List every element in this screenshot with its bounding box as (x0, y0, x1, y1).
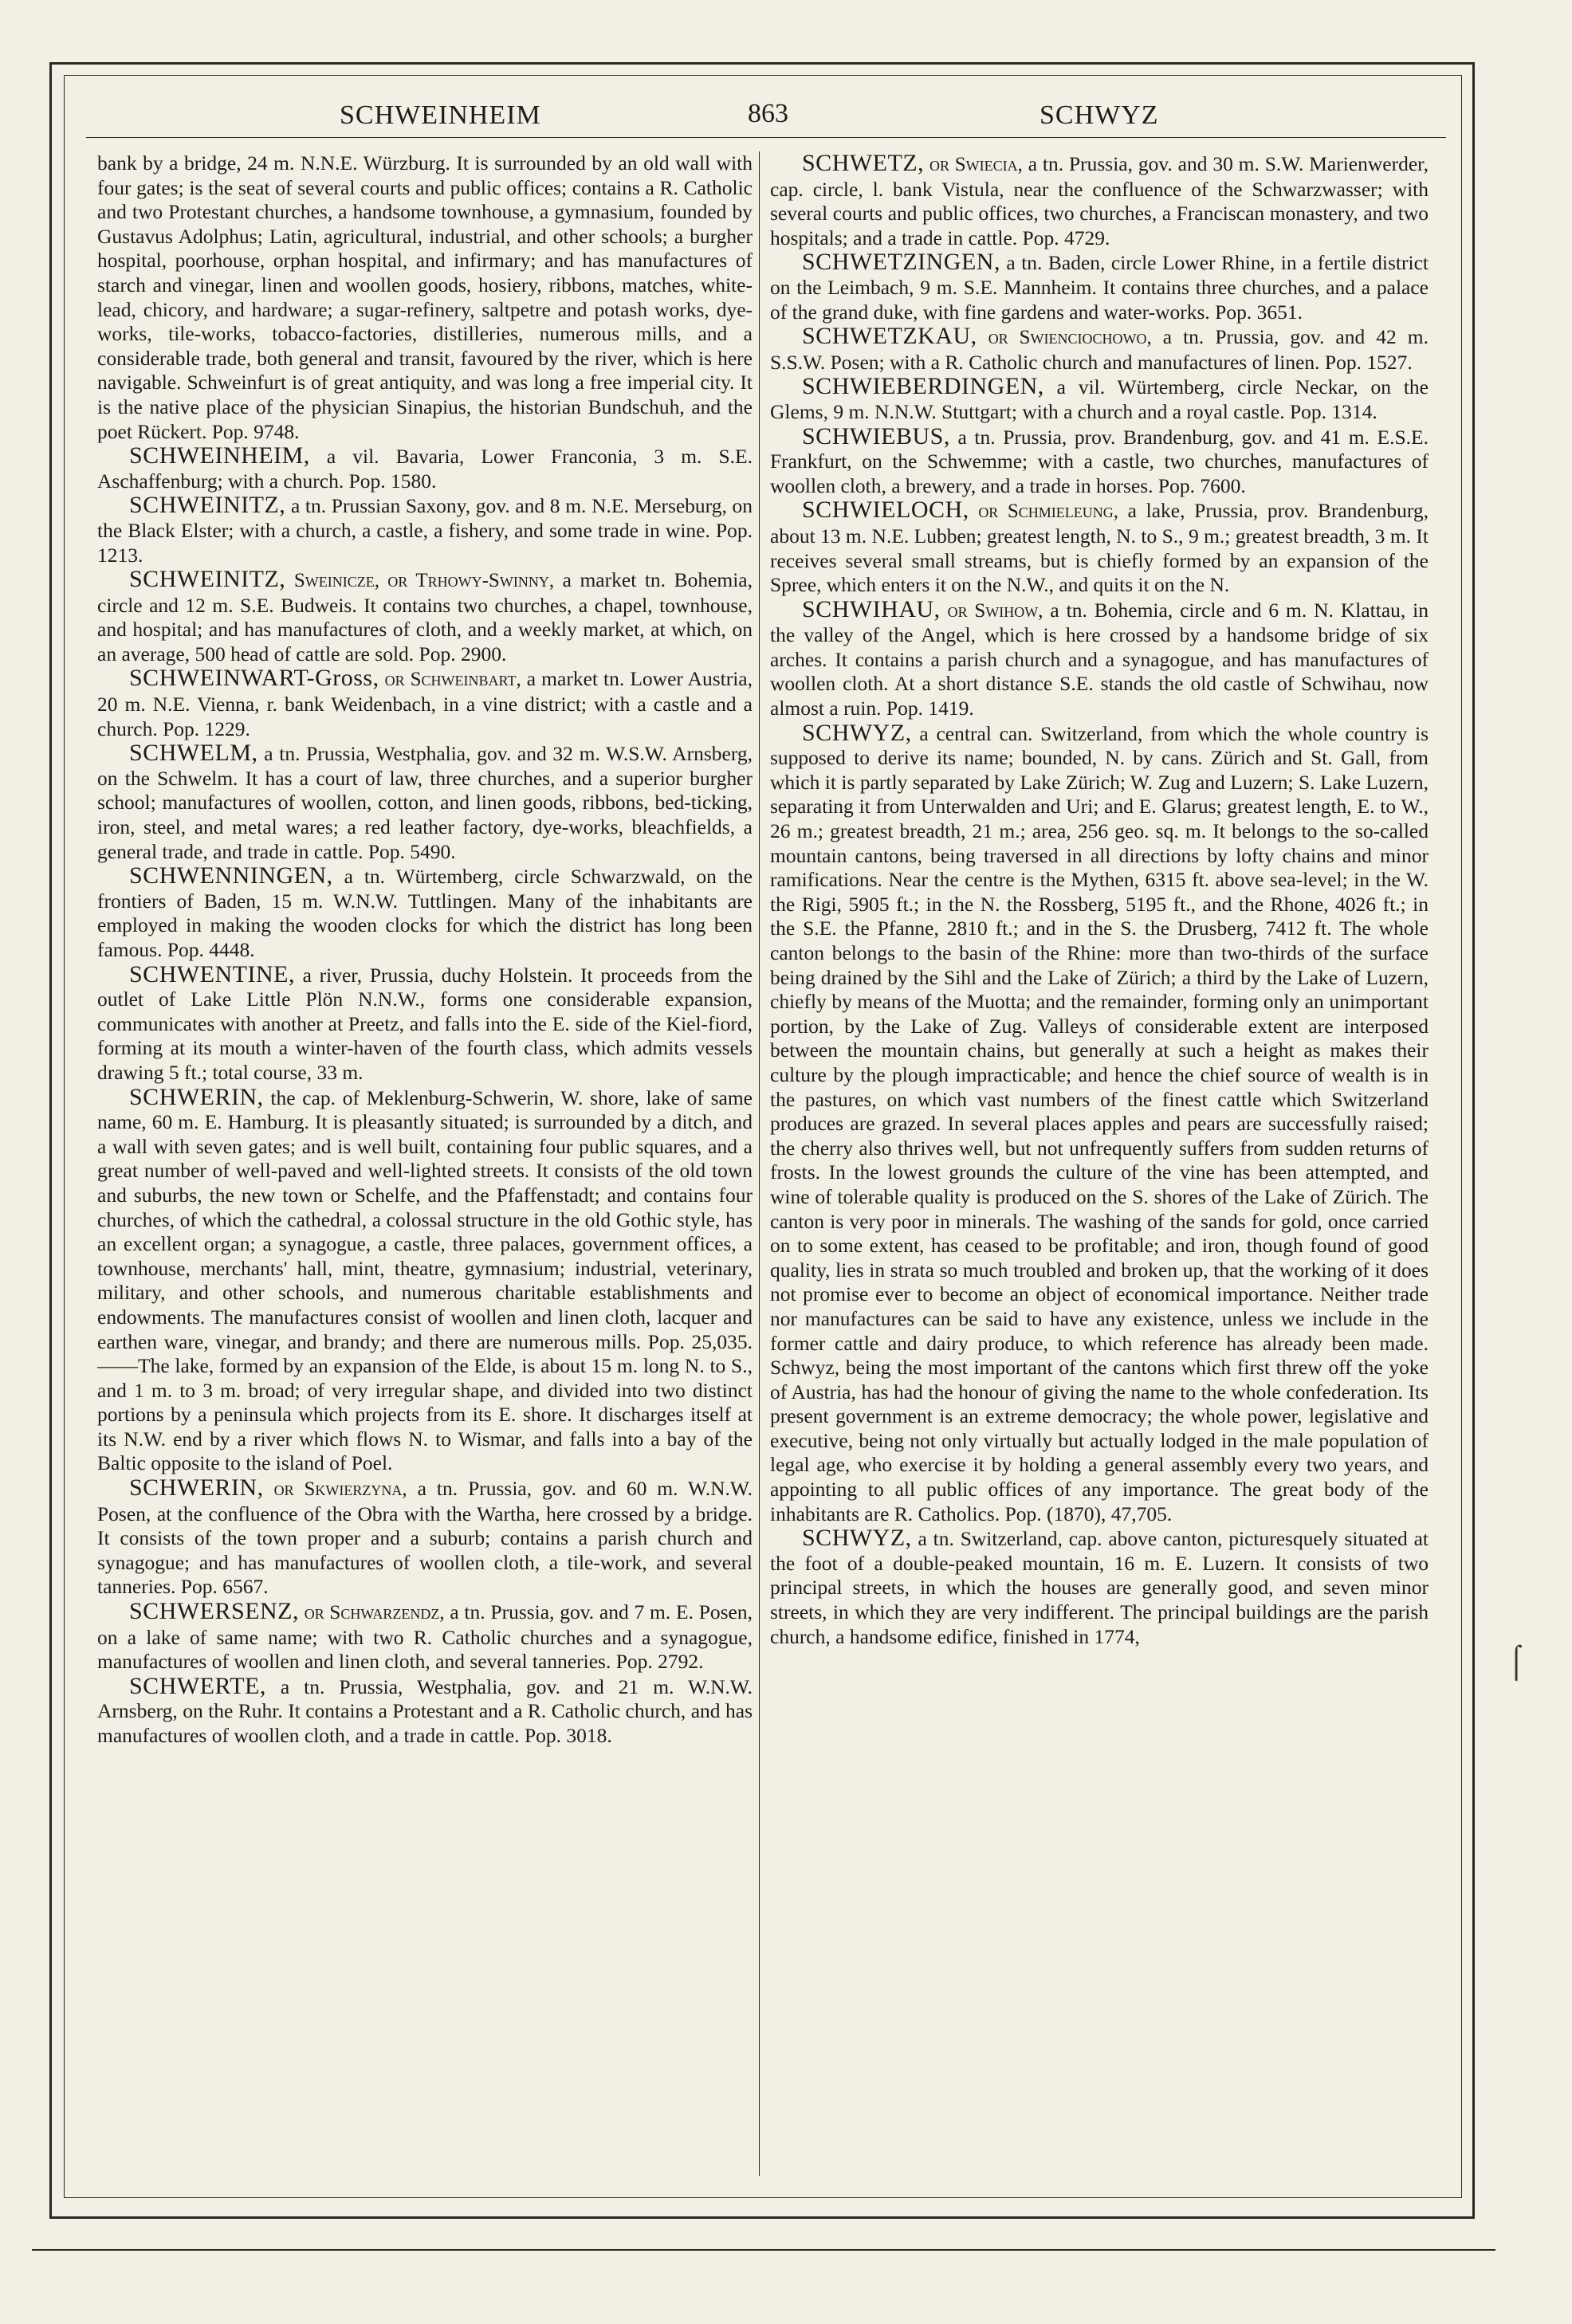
entry-text: bank by a bridge, 24 m. N.N.E. Würzburg. It is surrounded by an old wall with four gates; is the seat of several courts and public offices; contains a R. Catholic and two Protestant churches, a handsome townhouse, a gymnasium, founded by Gustavus Adolphus; Latin, agricultural, industrial, and other schools; a burgher hospital, poorhouse, orphan hospital, and infirmary; and has manufactures of starch and vinegar, linen and woollen goods, hosiery, ribbons, matches, white-lead, chicory, and hardware; a sugar-refinery, saltpetre and potash works, dye-works, tile-works, tobacco-factories, distilleries, numerous mills, and a considerable trade, both general and transit, favoured by the river, which is here navigable. Schweinfurt is of great antiquity, and was long a free imperial city. It is the native place of the physician Sinapius, the historian Bundschuh, and the poet Rückert. Pop. 9748. (97, 151, 753, 443)
gazetteer-entry (97, 1674, 753, 1749)
gazetteer-entry (770, 595, 1429, 721)
entry-headword: SCHWERIN, (129, 1083, 264, 1110)
right-column (770, 151, 1429, 2184)
entry-text: a vil. Würtemberg, circle Neckar, on the Glems, 9 m. N.N.W. Stuttgart; with a church and a royal castle. Pop. 1314. (770, 375, 1429, 423)
entry-text: a tn. Prussia, Westphalia, gov. and 21 m. W.N.W. Arnsberg, on the Ruhr. It contains a Protestant and a R. Catholic church, and has manufactures of woollen cloth, and a trade in cattle. Pop. 3018. (97, 1674, 753, 1747)
entry-text: a tn. Prussia, gov. and 60 m. W.N.W. Posen, at the confluence of the Obra with the Wartha, here crossed by a bridge. It consists of the town proper and a suburb; contains a parish church and synagogue; and has manufactures of woollen cloth, a tile-work, and several tanneries. Pop. 6567. (97, 1477, 753, 1599)
entry-text: a river, Prussia, duchy Holstein. It proceeds from the outlet of Lake Little Plön N.N.W., forms one considerable expansion, communicates with another at Preetz, and falls into the E. side of the Kiel-fiord, forming at its mouth a winter-haven of the fourth class, which admits vessels drawing 5 ft.; total course, 33 m. (97, 963, 753, 1084)
gazetteer-entry (770, 422, 1429, 499)
entry-headword: SCHWEINITZ, (129, 566, 286, 593)
entry-alternate-name: or Schweinbart, (384, 669, 521, 691)
entry-headword: SCHWEINHEIM, (129, 442, 310, 469)
margin-mark: ⌠ (1507, 1643, 1527, 1678)
entry-text: a tn. Baden, circle Lower Rhine, in a fertile district on the Leimbach, 9 m. S.E. Mannheim. It contains three churches, and a palace of the grand duke, with fine gardens and water-works. Pop. 3651. (770, 251, 1429, 324)
gazetteer-entry (97, 864, 753, 962)
entry-headword: SCHWIHAU, (802, 595, 941, 622)
gazetteer-entry (770, 151, 1429, 250)
gazetteer-entry (97, 741, 753, 864)
entry-text: a tn. Prussia, gov. and 7 m. E. Posen, on a lake of same name; with two R. Catholic churches and a synagogue, manufactures of woollen and linen cloth, and several tanneries. Pop. 2792. (97, 1600, 753, 1674)
entry-text: a tn. Prussia, gov. and 30 m. S.W. Marienwerder, cap. circle, l. bank Vistula, near the confluence of the Schwarzwasser; with several courts and public offices, two churches, a Franciscan monastery, and two hospitals; and a trade in cattle. Pop. 4729. (770, 152, 1429, 249)
left-column (97, 151, 753, 2184)
entry-text: a tn. Bohemia, circle and 6 m. N. Klattau, in the valley of the Angel, which is here crossed by a handsome bridge of six arches. It contains a parish church and a synagogue, and has manufactures of woollen cloth. At a short distance S.E. stands the old castle of Schwihau, now almost a ruin. Pop. 1419. (770, 598, 1429, 720)
entry-headword: SCHWIELOCH, (802, 497, 969, 524)
entry-headword: SCHWERSENZ, (129, 1598, 300, 1625)
entry-text: a tn. Würtemberg, circle Schwarzwald, on the frontiers of Baden, 15 m. W.N.W. Tuttlingen. Many of the inhabitants are employed in making the wooden clocks for which the district has long been famous. Pop. 4448. (97, 865, 753, 961)
entry-alternate-name: or Schmieleung, (978, 501, 1118, 523)
entry-alternate-name: or Swiecia, (929, 154, 1023, 175)
gazetteer-entry (97, 493, 753, 567)
gazetteer-entry (97, 960, 753, 1085)
entry-alternate-name: or Skwierzyna, (273, 1478, 407, 1501)
entry-alternate-name: or Schwarzendz, (304, 1602, 445, 1624)
running-header (86, 97, 1446, 137)
entry-text: a tn. Prussia, Westphalia, gov. and 32 m. W.S.W. Arnsberg, on the Schwelm. It has a court of law, three churches, and a superior burgher school; manufactures of woollen, cotton, and linen goods, ribbons, bed-ticking, iron, steel, and metal wares; a red leather factory, dye-works, bleachfields, a general trade, and trade in cattle. Pop. 5490. (97, 742, 753, 863)
gazetteer-entry (97, 444, 753, 493)
entry-text: a market tn. Lower Austria, 20 m. N.E. Vienna, r. bank Weidenbach, in a vine district; with a castle and a church. Pop. 1229. (97, 667, 753, 740)
entry-headword: SCHWIEBERDINGEN, (802, 373, 1044, 400)
entry-headword: SCHWETZKAU, (802, 323, 977, 350)
entry-text: a lake, Prussia, prov. Brandenburg, about 13 m. N.E. Lubben; greatest length, N. to S., 9 m.; greatest breadth, 3 m. It receives several small streams, but is chiefly formed by an expansion of the Spree, which enters it on the N.W., and quits it on the N. (770, 499, 1429, 597)
entry-text: a market tn. Bohemia, circle and 12 m. S.E. Budweis. It contains two churches, a chapel, townhouse, and hospital; and has manufactures of cloth, and a weekly market, at which, on an average, 500 head of cattle are sold. Pop. 2900. (97, 568, 753, 665)
header-rule (86, 137, 1446, 138)
entry-alternate-name: or Swienciochowo, (988, 327, 1152, 349)
page-number: 863 (748, 99, 788, 128)
gazetteer-entry (770, 250, 1429, 324)
header-left-title: SCHWEINHEIM (340, 100, 541, 130)
gazetteer-entry (97, 666, 753, 741)
gazetteer-entry (97, 1085, 753, 1477)
gazetteer-entry (770, 324, 1429, 375)
gazetteer-entry (770, 1526, 1429, 1649)
entry-headword: SCHWENNINGEN, (129, 862, 333, 889)
entry-headword: SCHWENTINE, (129, 960, 295, 987)
gazetteer-entry (770, 721, 1429, 1527)
entry-headword: SCHWEINITZ, (129, 492, 286, 519)
header-right-title: SCHWYZ (1039, 100, 1159, 130)
entry-headword: SCHWETZ, (802, 151, 925, 176)
gazetteer-entry (97, 1600, 753, 1674)
entry-text: the cap. of Meklenburg-Schwerin, W. shore, lake of same name, 60 m. E. Hamburg. It is pleasantly situated; is surrounded by a ditch, and a wall with seven gates; and is well built, containing four public squares, and a great number of well-paved and well-lighted streets. It consists of the old town and suburbs, the new town or Schelfe, and the Pfaffenstadt; and contains four churches, of which the cathedral, a colossal structure in the old Gothic style, has an excellent organ; a synagogue, a castle, three palaces, government offices, a townhouse, merchants' hall, mint, theatre, gymnasium; industrial, veterinary, military, and other schools, and numerous charitable establishments and endowments. The manufactures consist of woollen and linen cloth, lacquer and earthen ware, vinegar, and brandy; and there are numerous mills. Pop. 25,035.——The lake, formed by an expansion of the Elde, is about 15 m. long N. to S., and 1 m. to 3 m. broad; of very irregular shape, and divided into two distinct portions by a peninsula which projects from its E. shore. It discharges itself at its N.W. end by a river which flows N. to Wismar, and falls into a bay of the Baltic opposite to the island of Poel. (97, 1085, 753, 1475)
entry-headword: SCHWERTE, (129, 1672, 266, 1699)
gazetteer-entry (97, 151, 753, 444)
entry-text: a tn. Prussian Saxony, gov. and 8 m. N.E. Merseburg, on the Black Elster; with a church, a castle, a fishery, and some trade in wine. Pop. 1213. (97, 494, 753, 567)
entry-alternate-name: or Swihow, (947, 599, 1043, 622)
gazetteer-entry (97, 1476, 753, 1600)
entry-headword: SCHWELM, (129, 740, 258, 767)
entry-headword: SCHWEINWART-Gross, (129, 665, 379, 692)
entry-text: a tn. Switzerland, cap. above canton, picturesquely situated at the foot of a double-peaked mountain, 16 m. E. Luzern. It consists of two principal streets, in which the houses are generally good, and seven minor streets, in which they are very indifferent. The principal buildings are the parish church, a handsome edifice, finished in 1774, (770, 1527, 1429, 1648)
column-divider (759, 151, 760, 2176)
entry-headword: SCHWETZINGEN, (802, 249, 1000, 276)
entry-text: a central can. Switzerland, from which the whole country is supposed to derive its name; bounded, N. by cans. Zürich and St. Gall, from which it is partly separated by Lake Zürich; W. Zug and Luzern; S. Lake Luzern, separating it from Unterwalden and Uri; and E. Glarus; greatest length, E. to W., 26 m.; greatest breadth, 21 m.; area, 256 geo. sq. m. It belongs to the so-called mountain cantons, being traversed in all directions by lofty chains and minor ramifications. Near the centre is the Mythen, 6315 ft. above sea-level; in the W. the Rigi, 5905 ft.; in the N. the Rossberg, 5195 ft., and the Rhone, 4026 ft.; in the S.E. the Pfanne, 2810 ft.; and in the S. the Drusberg, 7412 ft. The whole canton belongs to the basin of the Rhine: more than two-thirds of the surface being drained by the Sihl and the Lake of Zürich; a third by the Lake of Luzern, chiefly by means of the Muotta; and the remainder, forming only an unimportant portion, by the Lake of Zug. Valleys of considerable extent are interposed between the mountain chains, but generally at such a height as makes their culture by the plough impracticable; and hence the chief source of wealth is in the pastures, on which vast numbers of the finest cattle which Switzerland produces are grazed. In several places apples and pears are successfully raised; the cherry also thrives well, but not unfrequently suffers from sudden returns of frosts. In the lowest grounds the culture of the vine has been attempted, and wine of tolerable quality is produced on the S. shores of the Lake of Zürich. The canton is very poor in minerals. The washing of the sands for gold, once carried on to some extent, has ceased to be profitable; and iron, though found of good quality, lies in strata so much troubled and broken up, that the working of it does not promise ever to become an object of economical importance. Neither trade nor manufactures can be said to have any existence, unless we include in the former cattle and dairy produce, to which reference has already been made. Schwyz, being the most important of the cantons which first threw off the yoke of Austria, has had the honour of giving the name to the whole confederation. Its present government is an extreme democracy; the whole power, legislative and executive, being not only virtually but actually lodged in the male population of legal age, who exercise it by holding a general assembly every two years, and appointing to all public offices of any importance. The great body of the inhabitants are R. Catholics. Pop. (1870), 47,705. (770, 721, 1429, 1525)
gazetteer-entry (97, 567, 753, 666)
entry-headword: SCHWYZ, (802, 719, 912, 746)
gazetteer-entry (770, 498, 1429, 597)
entry-headword: SCHWYZ, (802, 1525, 912, 1552)
entry-text: a tn. Prussia, prov. Brandenburg, gov. and 41 m. E.S.E. Frankfurt, on the Schwemme; with a castle, two churches, manufactures of woollen cloth, a brewery, and a trade in horses. Pop. 7600. (770, 425, 1429, 497)
entry-headword: SCHWIEBUS, (802, 422, 950, 449)
entry-alternate-name: Sweinicze, or Trhowy-Swinny, (293, 570, 555, 592)
entry-headword: SCHWERIN, (129, 1474, 264, 1502)
gazetteer-entry (770, 375, 1429, 424)
entry-text: a vil. Bavaria, Lower Franconia, 3 m. S.E. Aschaffenburg; with a church. Pop. 1580. (97, 445, 753, 493)
entry-text: a tn. Prussia, gov. and 42 m. S.S.W. Posen; with a R. Catholic church and manufactures of linen. Pop. 1527. (770, 325, 1429, 374)
bottom-rule (32, 2249, 1495, 2251)
